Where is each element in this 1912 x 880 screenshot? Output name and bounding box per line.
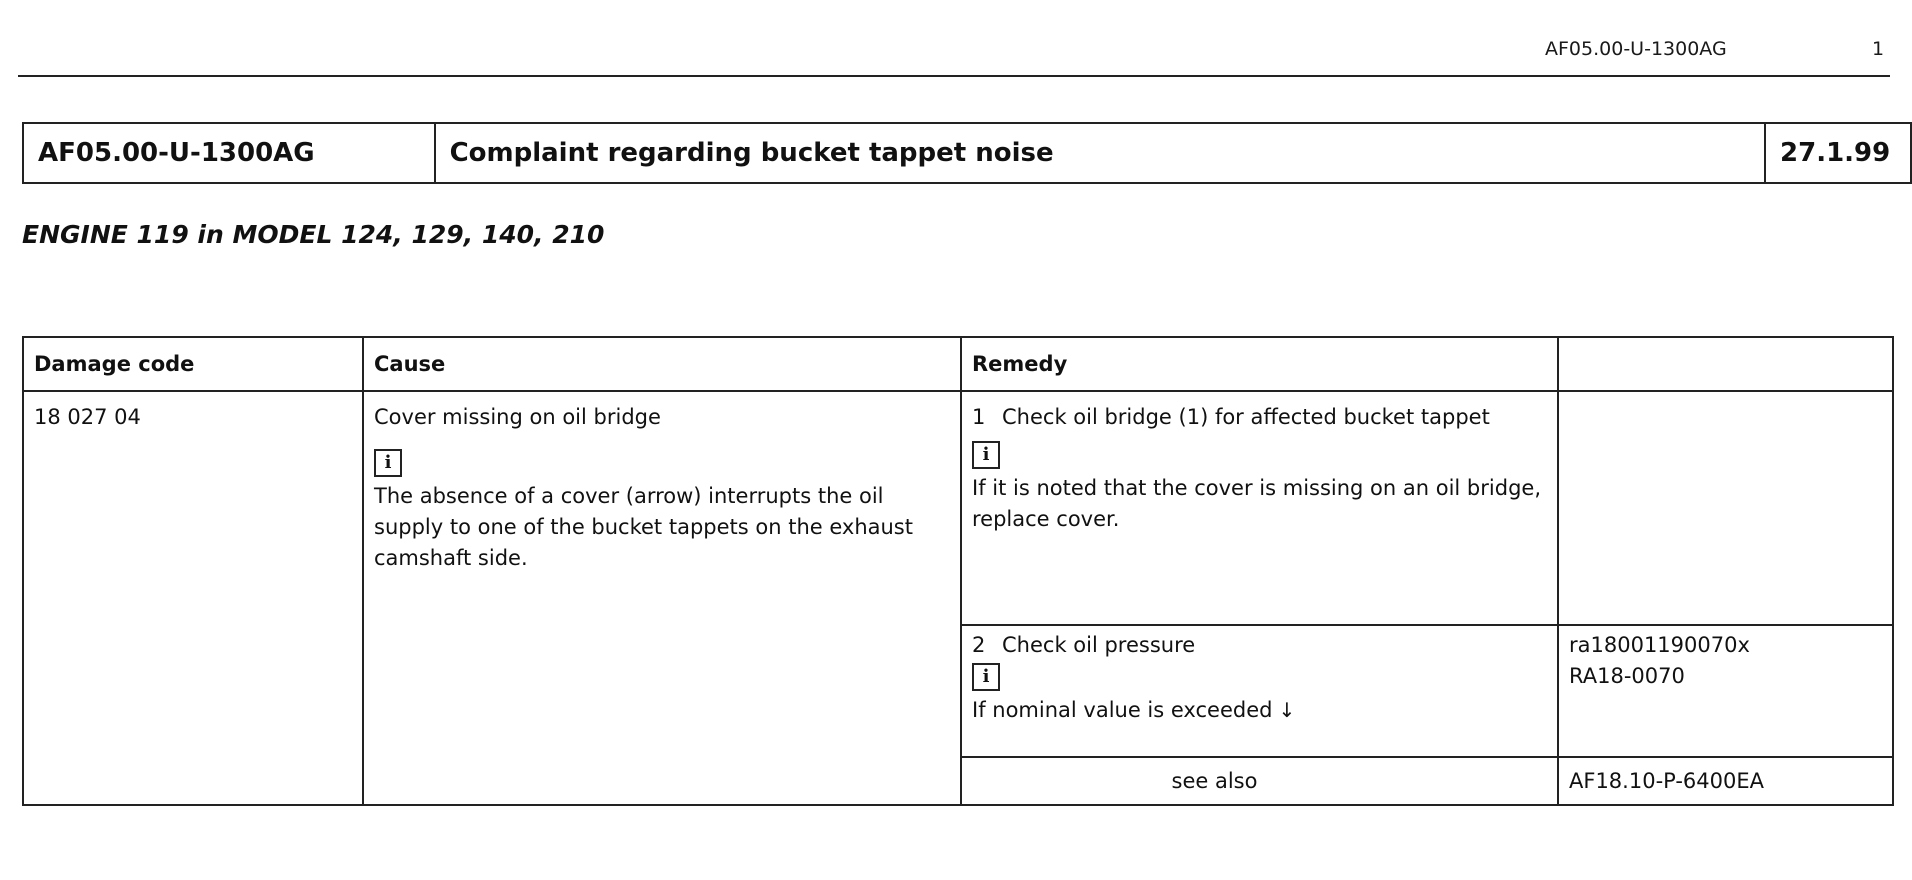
header-cause: Cause: [363, 337, 961, 391]
table-header-row: [23, 337, 1893, 391]
remedy-step2-cell: [961, 625, 1558, 757]
damage-code: 18 027 04: [34, 405, 141, 429]
step-text: Check oil bridge (1) for affected bucket tappet: [1002, 405, 1490, 429]
info-icon: i: [972, 663, 1000, 691]
applicability-line: ENGINE 119 in MODEL 124, 129, 140, 210: [22, 220, 605, 249]
info-icon: i: [972, 441, 1000, 469]
remedy-note-1: If it is noted that the cover is missing on an oil bridge, replace cover.: [972, 476, 1541, 531]
remedy-note-2: [972, 695, 1547, 726]
arrow-down-icon: ↓: [1278, 698, 1296, 722]
page-title: Complaint regarding bucket tappet noise: [435, 123, 1765, 183]
see-also-label: see also: [1171, 769, 1258, 793]
page-number: 1: [1872, 38, 1885, 60]
table-row: [23, 391, 1893, 625]
header-doc-id: AF05.00-U-1300AG: [1545, 38, 1727, 60]
reference-cell-1: [1558, 391, 1893, 625]
diagnosis-table: [22, 336, 1894, 806]
remedy-step-2: [972, 630, 1547, 661]
info-icon: i: [374, 449, 402, 477]
step-text: Check oil pressure: [1002, 633, 1196, 657]
cause-text: Cover missing on oil bridge: [374, 405, 661, 429]
header-reference: [1558, 337, 1893, 391]
reference-link[interactable]: ra18001190070x: [1569, 633, 1750, 657]
header-remedy: Remedy: [961, 337, 1558, 391]
damage-code-cell: [23, 391, 363, 805]
step-number: 2: [972, 633, 986, 657]
document-date: 27.1.99: [1765, 123, 1911, 183]
title-bar: [22, 122, 1912, 184]
header-damage-code: Damage code: [23, 337, 363, 391]
cause-note: The absence of a cover (arrow) interrupts the oil supply to one of the bucket tappets on the exhaust camshaft side.: [374, 484, 913, 570]
see-also-reference-cell: [1558, 757, 1893, 805]
see-also-link[interactable]: AF18.10-P-6400EA: [1569, 768, 1764, 793]
title-doc-code: AF05.00-U-1300AG: [23, 123, 435, 183]
remedy-note-2-text: If nominal value is exceeded: [972, 698, 1273, 722]
reference-link[interactable]: RA18-0070: [1569, 664, 1685, 688]
remedy-step-1: [972, 402, 1547, 433]
reference-cell-2: [1558, 625, 1893, 757]
remedy-step1-cell: [961, 391, 1558, 625]
step-number: 1: [972, 405, 986, 429]
see-also-cell: [961, 757, 1558, 805]
header-divider: [18, 75, 1890, 77]
cause-cell: [363, 391, 961, 805]
